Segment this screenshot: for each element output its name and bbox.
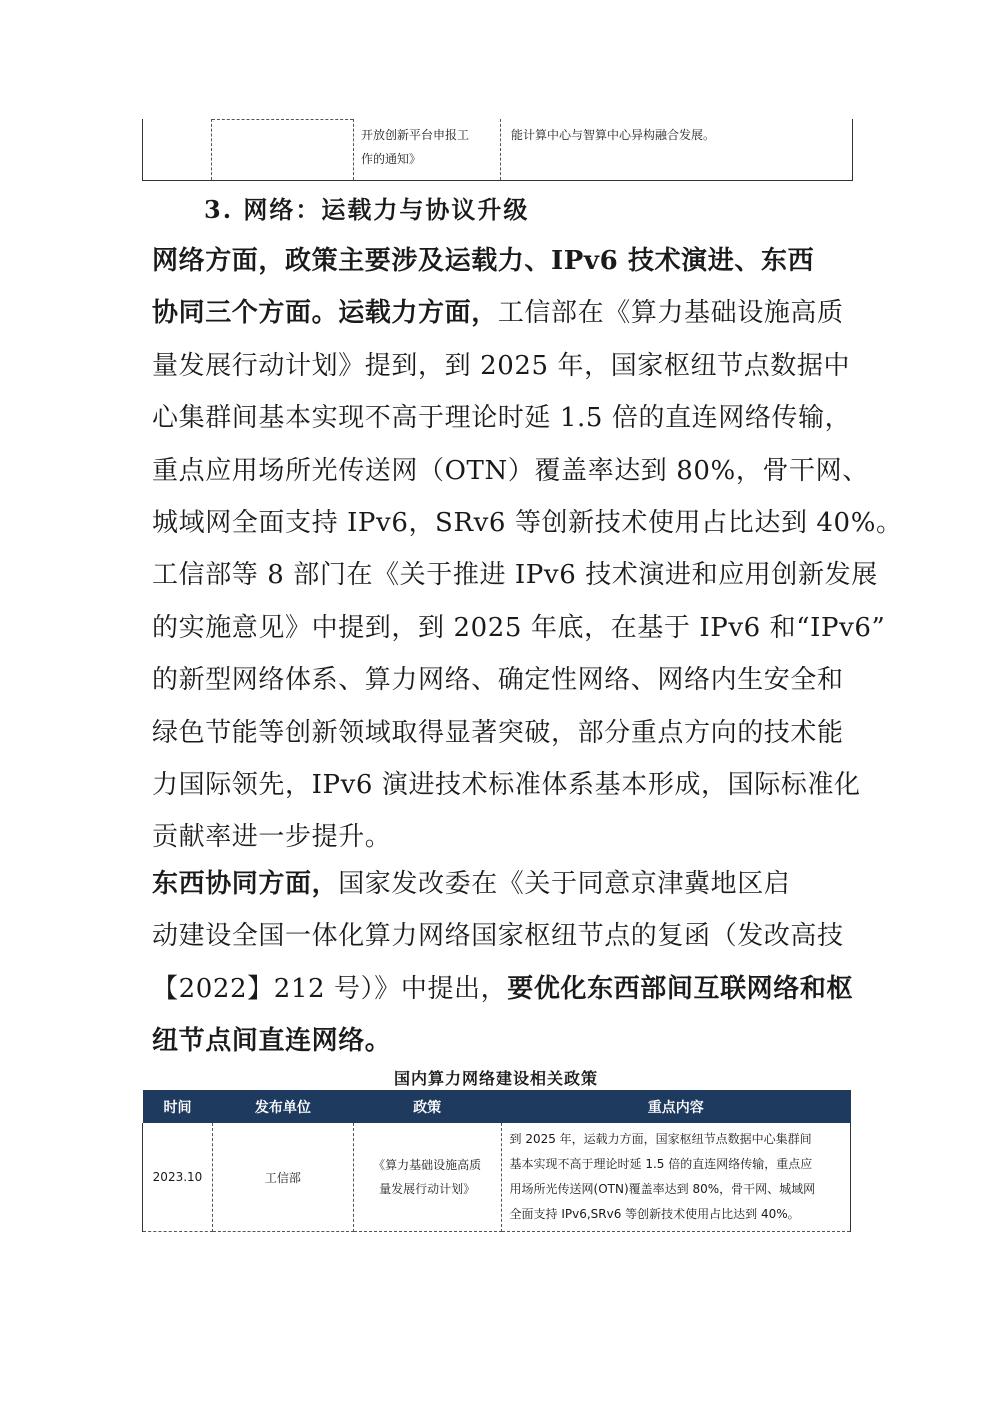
- previous-table-fragment: [142, 119, 853, 181]
- paragraph-line: 网络方面，政策主要涉及运载力、IPv6 技术演进、东西: [152, 246, 815, 276]
- paragraph-line: 量发展行动计划》提到，到 2025 年，国家枢纽节点数据中: [152, 350, 851, 381]
- paragraph-line: 纽节点间直连网络。: [152, 1026, 392, 1057]
- content-line: 用场所光传送网(OTN)覆盖率达到 80%，骨干网、城域网: [509, 1182, 816, 1196]
- table-cell-content: 能计算中心与智算中心异构融合发展。: [511, 128, 716, 142]
- paragraph-line: 的实施意见》中提到，到 2025 年底，在基于 IPv6 和“IPv6”: [152, 612, 886, 643]
- paragraph-east-west: [152, 858, 854, 1068]
- section-heading: 3. 网络：运载力与协议升级: [204, 195, 530, 224]
- header-content: 重点内容: [501, 1090, 850, 1123]
- paragraph-line: 城域网全面支持 IPv6，SRv6 等创新技术使用占比达到 40%。: [152, 507, 903, 538]
- paragraph-line: 动建设全国一体化算力网络国家枢纽节点的复函（发改高技: [152, 921, 844, 952]
- paragraph-line: 力国际领先，IPv6 演进技术标准体系基本形成，国际标准化: [152, 769, 861, 800]
- paragraph-line: 贡献率进一步提升。: [152, 822, 392, 853]
- table-cell-publisher: [211, 119, 354, 180]
- content-line: 到 2025 年，运载力方面，国家枢纽节点数据中心集群间: [509, 1132, 812, 1146]
- policy-line: 《算力基础设施高质: [373, 1158, 482, 1172]
- table-header-row: [143, 1090, 851, 1123]
- cell-publisher: 工信部: [212, 1123, 353, 1232]
- cell-policy: [353, 1123, 501, 1232]
- paragraph-network: [152, 235, 903, 864]
- paragraph-line: 东西协同方面，国家发改委在《关于同意京津冀地区启: [152, 869, 791, 899]
- policy-line: 开放创新平台申报工: [361, 128, 470, 142]
- paragraph-line: 绿色节能等创新领域取得显著突破，部分重点方向的技术能: [152, 717, 844, 748]
- header-publisher: 发布单位: [212, 1090, 353, 1123]
- paragraph-line: 协同三个方面。运载力方面，工信部在《算力基础设施高质: [152, 298, 844, 329]
- cell-content: [501, 1123, 850, 1232]
- paragraph-line: 工信部等 8 部门在《关于推进 IPv6 技术演进和应用创新发展: [152, 560, 878, 591]
- policy-table: [142, 1090, 851, 1232]
- table-caption: 国内算力网络建设相关政策: [393, 1069, 598, 1088]
- policy-line: 作的通知》: [361, 152, 422, 166]
- paragraph-line: 【2022】212 号）》中提出，要优化东西部间互联网络和枢: [152, 973, 854, 1004]
- header-time: 时间: [143, 1090, 213, 1123]
- table-cell-policy: [353, 119, 501, 180]
- content-line: 全面支持 IPv6,SRv6 等创新技术使用占比达到 40%。: [509, 1207, 800, 1221]
- content-line: 基本实现不高于理论时延 1.5 倍的直连网络传输，重点应: [509, 1157, 813, 1171]
- table-row: [143, 1123, 851, 1232]
- header-policy: 政策: [353, 1090, 501, 1123]
- cell-time: 2023.10: [143, 1123, 213, 1232]
- paragraph-line: 心集群间基本实现不高于理论时延 1.5 倍的直连网络传输，: [152, 403, 852, 434]
- table-cell-time: [143, 119, 211, 180]
- paragraph-line: 重点应用场所光传送网（OTN）覆盖率达到 80%，骨干网、: [152, 455, 869, 486]
- paragraph-line: 的新型网络体系、算力网络、确定性网络、网络内生安全和: [152, 665, 844, 696]
- policy-line: 量发展行动计划》: [379, 1182, 476, 1196]
